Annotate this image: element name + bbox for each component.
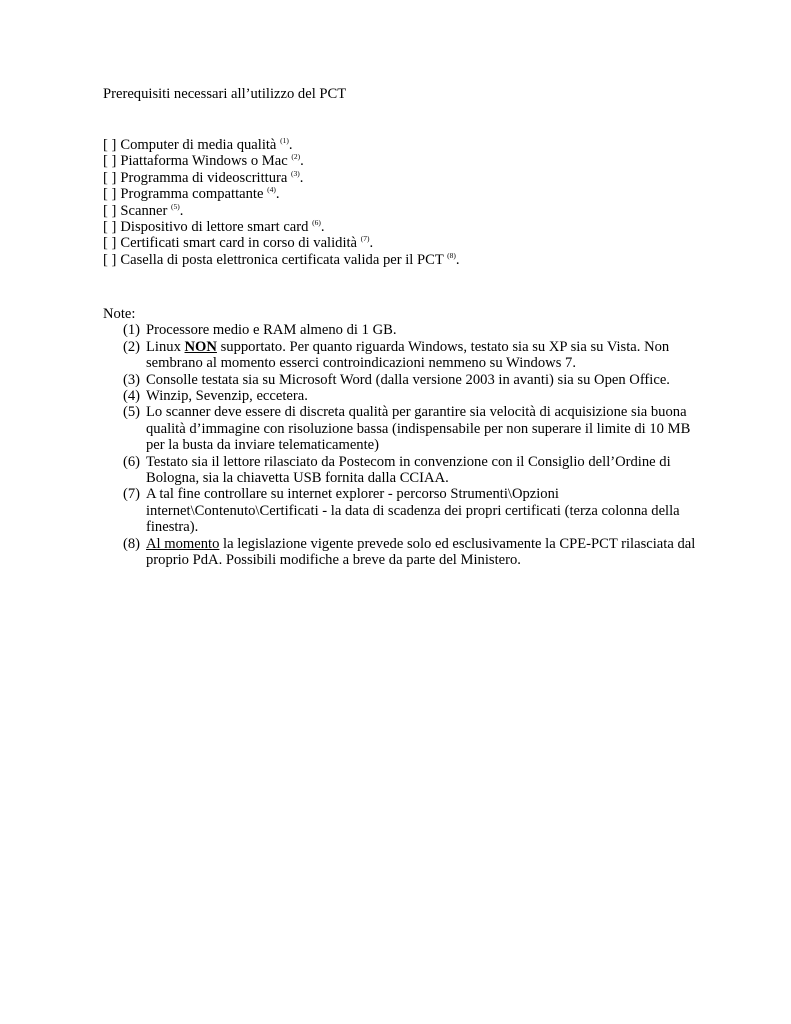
checklist-item-text: Certificati smart card in corso di validità [120,235,358,252]
item-period: . [320,218,325,235]
footnote-ref: (1) [280,136,289,145]
note-text: Processore medio e RAM almeno di 1 GB. [146,322,397,339]
item-period: . [299,169,304,186]
footnote-ref: (8) [447,250,456,260]
checklist-item [103,235,703,251]
item-period: . [455,251,460,268]
note-item [103,536,703,569]
note-item [103,404,703,453]
note-item [103,486,703,535]
checkbox-glyph: [ ] [103,153,117,170]
checklist-item-text: Piattaforma Windows o Mac [120,153,288,170]
footnote-ref: (3) [291,168,300,178]
note-emphasis: Al momento [146,535,220,552]
checklist-item-text: Scanner [120,202,168,219]
checklist-item-text: Dispositivo di lettore smart card [120,218,309,235]
checklist-item [103,252,703,268]
footnote-ref: (2) [291,152,301,162]
checklist-item-text: Programma di videoscrittura [120,169,288,186]
footnote-ref: (4) [267,185,276,195]
notes-list [103,322,703,568]
checkbox-glyph: [ ] [103,169,117,186]
note-number: (4) [123,388,141,405]
item-period: . [300,153,304,170]
checkbox-glyph: [ ] [103,202,117,219]
note-item [103,454,703,487]
checklist-item [103,137,703,153]
note-emphasis: NON [184,338,217,355]
note-item [103,372,703,388]
note-item [103,339,703,372]
note-text: la legislazione vigente prevede solo ed esclusivamente la CPE-PCT rilasciata dal proprio PdA. Possibili modifiche a breve da parte del Ministero. [146,535,696,569]
note-text: Lo scanner deve essere di discreta qualità per garantire sia velocità di acquisizione sia buona qualità d’immagine con risoluzione bassa (indispensabile per non superare il limite di 10 MB per la busta da inviare telematicamente) [146,404,691,454]
notes-section [103,306,703,568]
note-text: Testato sia il lettore rilasciato da Postecom in convenzione con il Consiglio dell’Ordine di Bologna, sia la chiavetta USB fornita dalla CCIAA. [146,453,671,487]
item-period: . [275,186,280,203]
footnote-ref: (5) [171,201,180,211]
note-text: supportato. Per quanto riguarda Windows, testato sia su XP sia su Vista. Non sembrano al momento esserci controindicazioni nemmeno su Windows 7. [146,338,670,372]
prerequisites-checklist [103,137,703,268]
note-number: (1) [123,322,141,339]
note-number: (6) [123,453,141,470]
note-item [103,322,703,338]
footnote-ref: (6) [312,217,321,227]
checkbox-glyph: [ ] [103,186,117,203]
note-number: (5) [123,404,141,421]
checkbox-glyph: [ ] [103,218,117,235]
checkbox-glyph: [ ] [103,137,117,153]
checklist-item [103,219,703,235]
note-text: A tal fine controllare su internet explorer - percorso Strumenti\Opzioni internet\Contenuto\Certificati - la data di scadenza dei propri certificati (terza colonna della finestra). [146,486,680,536]
item-period: . [369,235,374,252]
checkbox-glyph: [ ] [103,251,117,268]
checklist-item-text: Casella di posta elettronica certificata valida per il PCT [120,251,444,268]
checkbox-glyph: [ ] [103,235,117,252]
checklist-item-text: Programma compattante [120,186,264,203]
note-text-prefix: Linux [146,338,185,355]
checklist-item [103,170,703,186]
checklist-item [103,186,703,202]
checklist-item [103,203,703,219]
item-period: . [288,137,293,153]
notes-heading: Note: [103,306,136,322]
document-title: Prerequisiti necessari all’utilizzo del PCT [103,86,347,102]
checklist-item [103,153,703,169]
note-number: (8) [123,535,141,552]
note-item [103,388,703,404]
footnote-ref: (7) [360,234,370,244]
item-period: . [179,202,184,219]
checklist-item-text: Computer di media qualità [120,137,277,153]
note-number: (7) [123,486,141,503]
document-page [103,86,703,569]
note-number: (2) [123,338,141,355]
note-text: Consolle testata sia su Microsoft Word (dalla versione 2003 in avanti) sia su Open Office. [146,371,670,388]
note-number: (3) [123,371,141,388]
note-text: Winzip, Sevenzip, eccetera. [146,388,308,405]
